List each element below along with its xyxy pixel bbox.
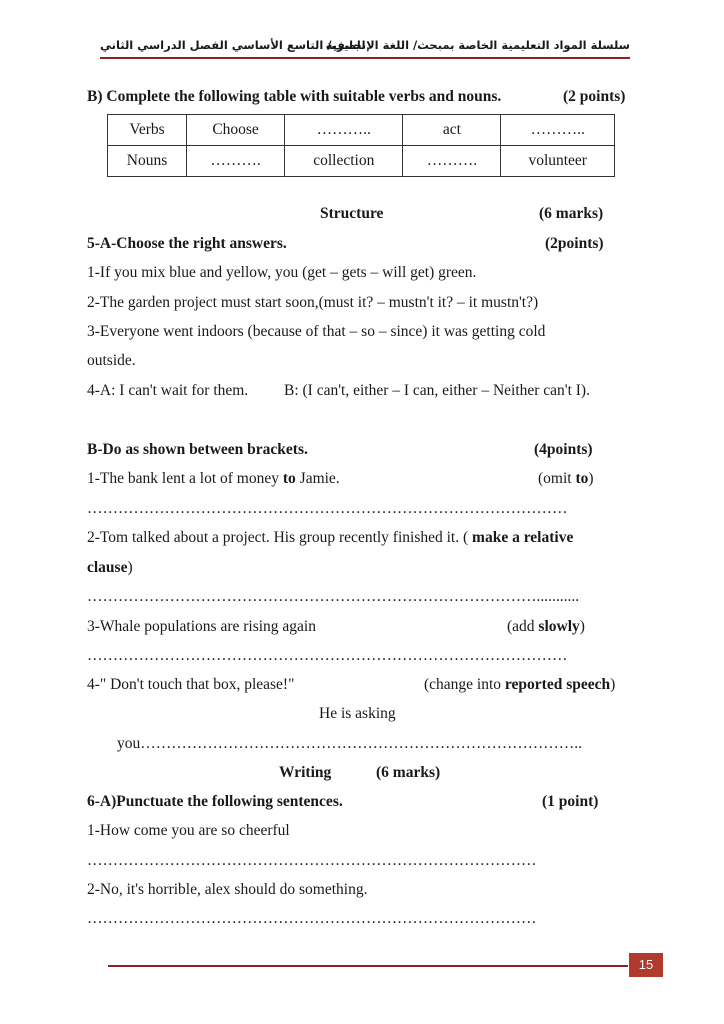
page-number: 15: [629, 953, 663, 977]
table-cell: ……….: [187, 146, 285, 177]
section-b-title: B) Complete the following table with suitable verbs and nouns.: [87, 88, 502, 105]
table-cell: act: [403, 115, 501, 146]
footer-divider: [108, 965, 628, 967]
answer-line-5b-2: ……………………………………………………………………………...........: [87, 588, 580, 605]
question-5a-3: 3-Everyone went indoors (because of that – so – since) it was getting cold: [87, 323, 546, 340]
question-5b-4: 4-" Don't touch that box, please!": [87, 676, 295, 693]
part-5a-title: 5-A-Choose the right answers.: [87, 235, 287, 252]
question-5b-3-instruction: (add slowly): [507, 618, 585, 635]
section-b-points: (2 points): [563, 88, 626, 105]
question-5a-1: 1-If you mix blue and yellow, you (get – gets – will get) green.: [87, 264, 477, 281]
structure-marks: (6 marks): [539, 205, 604, 222]
header-divider: [100, 57, 630, 59]
table-cell: ………..: [285, 115, 403, 146]
answer-line-5b-4: you…………………………………………………………………………..: [117, 735, 582, 752]
question-5b-4-instruction: (change into reported speech): [424, 676, 616, 693]
question-6a-2: 2-No, it's horrible, alex should do something.: [87, 881, 368, 898]
table-cell: Choose: [187, 115, 285, 146]
writing-marks: (6 marks): [376, 764, 441, 781]
question-5b-1-instruction: (omit to): [538, 470, 594, 487]
page-header: [100, 34, 630, 56]
answer-line-5b-3: …………………………………………………………………………………: [87, 647, 568, 664]
header-grade-title: للصف/ التاسع الأساسي الفصل الدراسي الثاني: [100, 38, 366, 52]
part-5a-points: (2points): [545, 235, 604, 252]
part-5b-points: (4points): [534, 441, 593, 458]
answer-line-6a-1: ……………………………………………………………………………: [87, 852, 537, 869]
answer-line-6a-2: ……………………………………………………………………………: [87, 910, 537, 927]
question-5a-3-cont: outside.: [87, 352, 136, 369]
table-cell: Nouns: [108, 146, 187, 177]
question-6a-1: 1-How come you are so cheerful: [87, 822, 290, 839]
structure-heading: Structure: [320, 205, 384, 222]
question-5b-4-prompt: He is asking: [319, 705, 396, 722]
question-5b-2-cont: clause): [87, 559, 133, 576]
table-row: [108, 146, 615, 177]
question-5a-4-b: B: (I can't, either – I can, either – Neither can't I).: [284, 382, 590, 399]
question-5a-2: 2-The garden project must start soon,(must it? – mustn't it? – it mustn't?): [87, 294, 539, 311]
header-series-title: سلسلة المواد التعليمية الخاصة بمبحث/ اللغة الإنجليزية: [325, 38, 630, 52]
part-5b-title: B-Do as shown between brackets.: [87, 441, 308, 458]
question-5b-2: 2-Tom talked about a project. His group recently finished it. ( make a relative: [87, 529, 574, 546]
answer-line-5b-1: …………………………………………………………………………………: [87, 500, 568, 517]
question-5b-1: 1-The bank lent a lot of money to Jamie.: [87, 470, 340, 487]
question-5b-3: 3-Whale populations are rising again: [87, 618, 316, 635]
verbs-nouns-table: [107, 114, 615, 177]
question-5a-4-a: 4-A: I can't wait for them.: [87, 382, 249, 399]
table-cell: ……….: [403, 146, 501, 177]
part-6a-points: (1 point): [542, 793, 599, 810]
table-row: [108, 115, 615, 146]
table-cell: collection: [285, 146, 403, 177]
table-cell: ………..: [501, 115, 615, 146]
table-cell: volunteer: [501, 146, 615, 177]
table-cell: Verbs: [108, 115, 187, 146]
part-6a-title: 6-A)Punctuate the following sentences.: [87, 793, 343, 810]
writing-heading: Writing: [279, 764, 332, 781]
